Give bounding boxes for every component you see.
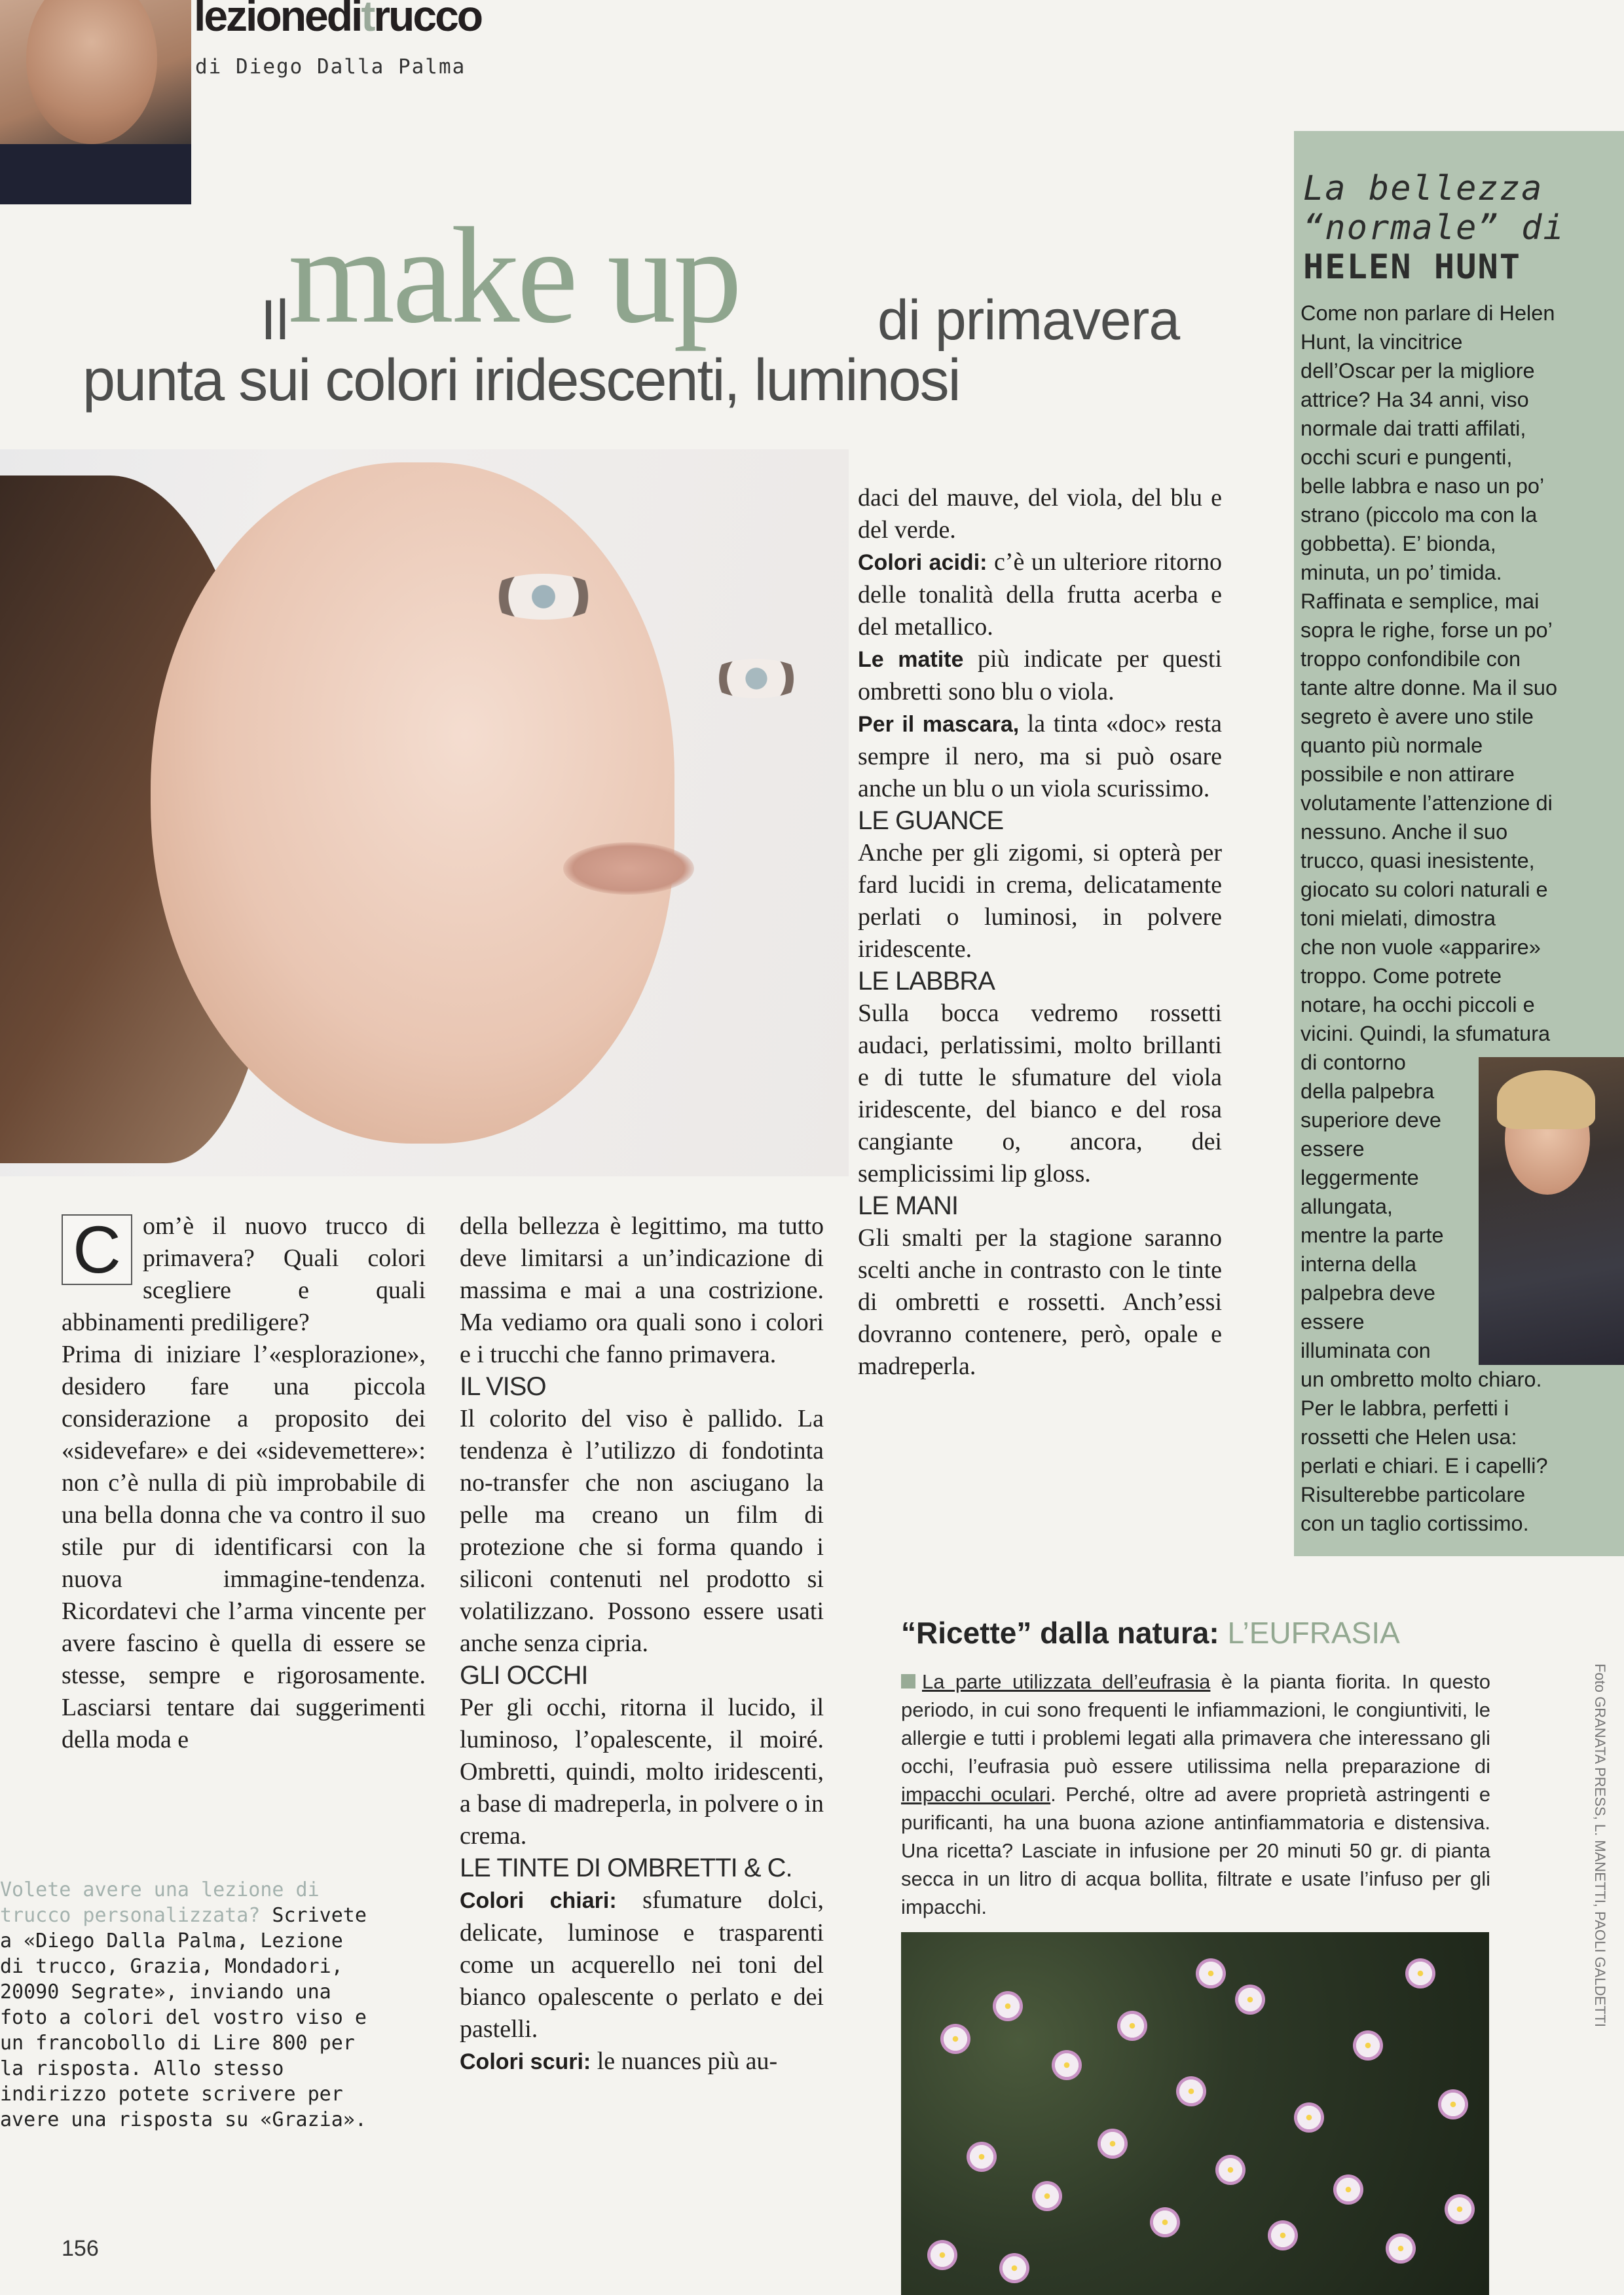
helen-hair	[1497, 1070, 1595, 1129]
bold-label: Colori acidi:	[858, 550, 987, 575]
paragraph: Le matite più indicate per questi ombretti sono blu o viola.	[858, 645, 1222, 705]
flower-1	[940, 2024, 970, 2054]
bold-label: Le matite	[858, 647, 964, 672]
article-column-1	[62, 1210, 426, 1756]
flower-16	[1268, 2220, 1298, 2250]
subheading-tinte: LE TINTE DI OMBRETTI & C.	[460, 1854, 792, 1882]
flower-5	[1176, 2076, 1206, 2106]
flower-21	[1445, 2194, 1475, 2224]
recipe-text: La parte utilizzata dell’eufrasia è la pianta fiorita. In questo periodo, in cui sono frequenti le infiammazioni, le congiuntiviti, le allergie e tutti i problemi legati alla primavera che interessano gli occhi, l’eufrasia può essere utilissima nella preparazione di impacchi oculari. Perché, oltre ad avere proprietà astringenti e purificanti, ha una buona azione antinfiammatoria e distensiva. Una ricetta? Lasciate in infusione per 20 minuti 50 gr. di pianta secca in un litro di acqua bollita, filtrate e usate l’infuso per gli impacchi.	[901, 1670, 1490, 1918]
flower-12	[1032, 2181, 1062, 2211]
subheading-mani: LE MANI	[858, 1191, 959, 1220]
headline-make-up: make up	[288, 200, 740, 352]
subheading-guance: LE GUANCE	[858, 806, 1004, 835]
bold-label: Colori chiari:	[460, 1888, 617, 1913]
headline-subtitle: punta sui colori iridescenti, luminosi	[83, 348, 960, 413]
photo-credit: Foto GRANATA PRESS, L. MANETTI, PAOLI GALDETTI	[1592, 1664, 1608, 2028]
article-column-3	[858, 482, 1222, 1383]
flower-20	[999, 2253, 1029, 2283]
bold-label: Per il mascara,	[858, 712, 1020, 737]
author-face	[26, 0, 157, 144]
paragraph: Per il mascara, la tinta «doc» resta sempre il nero, ma si può osare anche un blu o un viola scurissimo.	[858, 710, 1222, 802]
paragraph: della bellezza è legittimo, ma tutto deve limitarsi a un’indicazione di massima e mai a una costrizione. Ma vediamo ora quali sono i colori e i trucchi che fanno primavera.	[460, 1212, 824, 1368]
flower-18	[1386, 2233, 1416, 2264]
model-photo	[0, 449, 849, 1176]
sidebar-title: La bellezza “normale” di HELEN HUNT	[1303, 169, 1565, 287]
flower-22	[1196, 1958, 1226, 1988]
reader-note-intro: Volete avere una lezione di trucco personalizzata?	[0, 1878, 320, 1927]
model-eye-left	[485, 574, 602, 620]
sidebar-text: Come non parlare di Helen Hunt, la vincitrice dell’Oscar per la migliore attrice? Ha 34 anni, viso normale dai tratti affilati, occhi scuri e pungenti, belle labbra e naso un po’ strano (piccolo ma con la gobbetta). E’ bionda, minuta, un po’ timida. Raffinata e semplice, mai sopra le righe, forse un po’ troppo confondibile con tante altre donne. Ma il suo segreto è avere uno stile quanto più normale possibile e non attirare volutamente l’attenzione di nessuno. Anche il suo trucco, quasi inesistente, giocato su colori naturali e toni mielati, dimostra che non vuole «apparire» troppo. Come potrete notare, ha occhi piccoli e vicini. Quindi, la sfumatura di contorno della palpebra superiore deve essere leggermente allungata, mentre la parte interna della palpebra deve essere illuminata con un ombretto molto chiaro. Per le labbra, perfetti i rossetti che Helen usa: perlati e chiari. E i capelli? Risulterebbe particolare con un taglio cortissimo.	[1301, 301, 1558, 1535]
subheading-occhi: GLI OCCHI	[460, 1661, 588, 1690]
flower-14	[1150, 2207, 1180, 2237]
flower-11	[967, 2142, 997, 2172]
flower-6	[1235, 1985, 1265, 2015]
flower-17	[1333, 2174, 1363, 2205]
flower-4	[1117, 2011, 1147, 2041]
page-number: 156	[62, 2236, 99, 2261]
author-shirt	[0, 144, 191, 204]
flower-3	[1052, 2050, 1082, 2080]
square-bullet-icon	[901, 1674, 915, 1689]
paragraph: Colori acidi: c’è un ulteriore ritorno delle tonalità della frutta acerba e del metallico.	[858, 548, 1222, 641]
headline-di-primavera: di primavera	[877, 289, 1180, 352]
paragraph: Prima di iniziare l’«esplorazione», desidero fare una piccola considerazione a proposito dei «sidevefare» e dei «sidevemettere»: non c’è nulla di più improbabile di una bella donna che va contro il suo stile pur di identificarsi con la nuova immagine-tendenza. Ricordatevi che l’arma vincente per avere fascino è quella di essere se stesse, sempre e rigorosamente. Lasciarsi tentare dai suggerimenti della moda e	[62, 1341, 426, 1753]
author-photo	[0, 0, 191, 204]
bold-label: Colori scuri:	[460, 2049, 591, 2074]
article-column-2	[460, 1210, 824, 2078]
recipe-title: “Ricette” dalla natura: L’EUFRASIA	[901, 1616, 1400, 1650]
flower-19	[927, 2240, 957, 2270]
drop-cap: C	[62, 1214, 132, 1285]
model-eye-right	[707, 659, 805, 698]
model-face	[151, 462, 674, 1144]
reader-note	[0, 1877, 426, 2133]
flower-10	[1438, 2089, 1468, 2119]
subheading-labbra: LE LABBRA	[858, 967, 995, 996]
model-lips	[563, 842, 694, 895]
paragraph: Sulla bocca vedremo rossetti audaci, perlatissimi, molto brillanti e di tutte le sfumature del viola iridescente, del bianco e del rosa cangiante o, ancora, dei semplicissimi lip gloss.	[858, 999, 1222, 1187]
flower-8	[1353, 2030, 1383, 2061]
paragraph: Colori scuri: le nuances più au-	[460, 2047, 778, 2075]
paragraph: daci del mauve, del viola, del blu e del verde.	[858, 484, 1222, 544]
paragraph: Gli smalti per la stagione saranno scelti anche in contrasto con le tinte di ombretti e rossetti. Anch’essi dovranno contenere, però, opale e madreperla.	[858, 1224, 1222, 1380]
headline-il: Il	[261, 289, 289, 352]
byline: di Diego Dalla Palma	[195, 55, 466, 79]
paragraph: Il colorito del viso è pallido. La tendenza è l’utilizzo di fondotinta no-transfer che non asciugano la pelle ma creano un film di protezione che si forma quando i siliconi contenuti nel prodotto si volatilizzano. Possono essere usati anche senza cipria.	[460, 1405, 824, 1657]
flower-9	[1405, 1958, 1435, 1988]
flower-15	[1215, 2155, 1246, 2185]
flower-13	[1098, 2129, 1128, 2159]
helen-hunt-photo	[1479, 1057, 1624, 1365]
paragraph: Per gli occhi, ritorna il lucido, il luminoso, l’opalescente, il moiré. Ombretti, quindi, molto iridescenti, a base di madreperla, in polvere o in crema.	[460, 1694, 824, 1850]
subheading-viso: IL VISO	[460, 1372, 546, 1401]
paragraph: Colori chiari: sfumature dolci, delicate, luminose e trasparenti come un acquerello nei toni del bianco opalescente o perlato e dei pastelli.	[460, 1886, 824, 2043]
flower-7	[1294, 2102, 1324, 2133]
intro-paragraph: om’è il nuovo trucco di primavera? Quali colori scegliere e quali abbinamenti prediligere?	[62, 1212, 426, 1336]
flower-2	[993, 1991, 1023, 2021]
paragraph: Anche per gli zigomi, si opterà per fard lucidi in crema, delicatamente perlati o luminosi, in polvere iridescente.	[858, 839, 1222, 963]
eufrasia-flower-photo	[901, 1932, 1489, 2295]
reader-note-text: Scrivete a «Diego Dalla Palma, Lezione di trucco, Grazia, Mondadori, 20090 Segrate», inviando una foto a colori del vostro viso e un francobollo di Lire 800 per la risposta. Allo stesso indirizzo potete scrivere per avere una risposta su «Grazia».	[0, 1904, 367, 2131]
column-title: lezioneditrucco	[194, 0, 482, 40]
